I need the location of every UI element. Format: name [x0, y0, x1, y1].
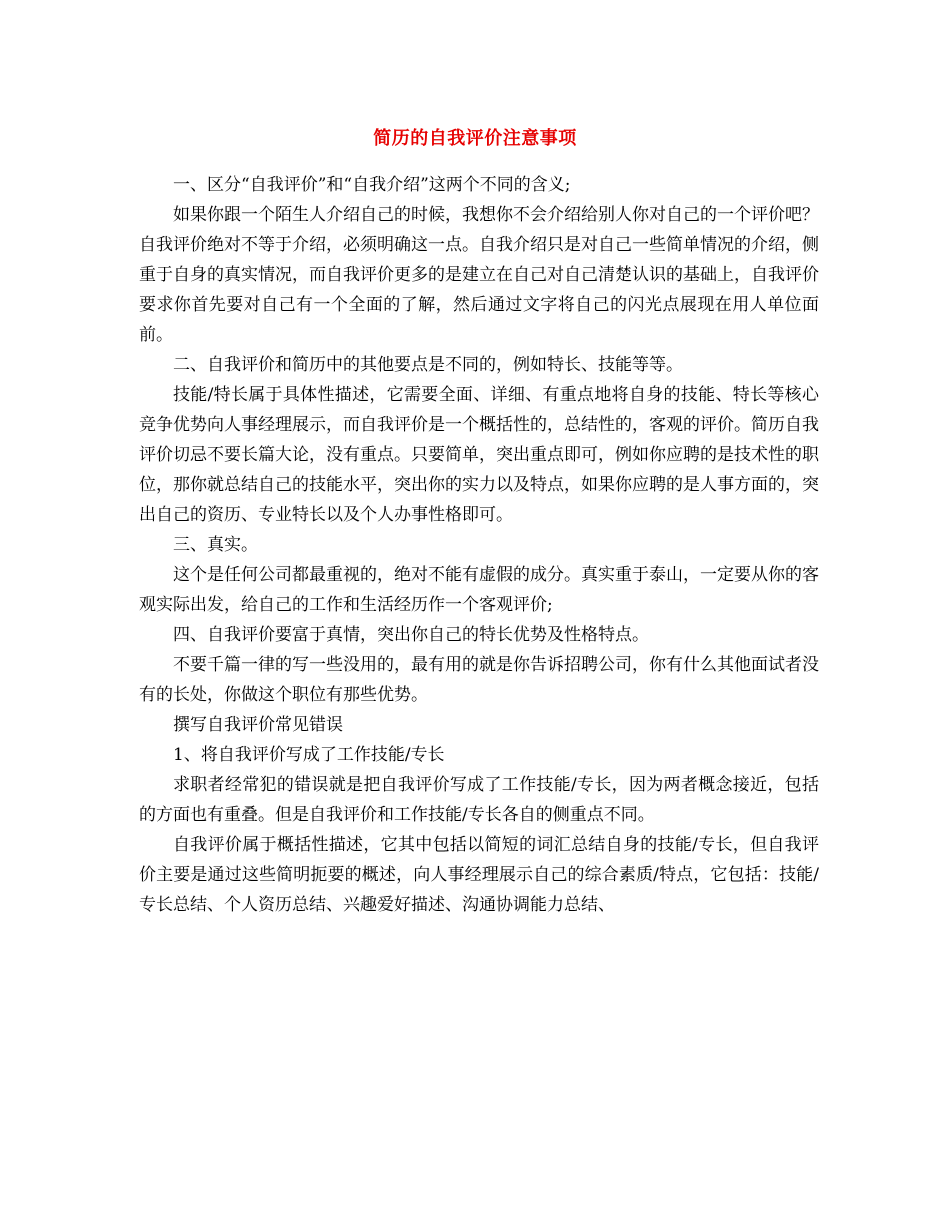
paragraph: 如果你跟一个陌生人介绍自己的时候，我想你不会介绍给别人你对自己的一个评价吧？自我评价绝对不等于介绍，必须明确这一点。自我介绍只是对自己一些简单情况的介绍，侧重于自身的真实情况，而自我评价更多的是建立在自己对自己清楚认识的基础上，自我评价要求你首先要对自己有一个全面的了解，然后通过文字将自己的闪光点展现在用人单位面前。 [139, 205, 819, 345]
paragraph-section-2-heading: 二、自我评价和简历中的其他要点是不同的，例如特长、技能等等。 [173, 355, 683, 375]
paragraph: 这个是任何公司都最重视的，绝对不能有虚假的成分。真实重于泰山，一定要从你的客观实际出发，给自己的工作和生活经历作一个客观评价; [139, 565, 819, 615]
paragraph: 技能/特长属于具体性描述，它需要全面、详细、有重点地将自身的技能、特长等核心竞争优势向人事经理展示，而自我评价是一个概括性的，总结性的，客观的评价。简历自我评价切忌不要长篇大论，没有重点。只要简单，突出重点即可，例如你应聘的是技术性的职位，那你就总结自己的技能水平，突出你的实力以及特点，如果你应聘的是人事方面的，突出自己的资历、专业特长以及个人办事性格即可。 [139, 385, 819, 525]
paragraph-section-1-heading: 一、区分“自我评价”和“自我介绍”这两个不同的含义; [173, 175, 571, 195]
paragraph-error-1-heading: 1、将自我评价写成了工作技能/专长 [173, 745, 445, 765]
document-body [139, 170, 819, 920]
subheading-common-errors: 撰写自我评价常见错误 [173, 715, 343, 735]
paragraph: 求职者经常犯的错误就是把自我评价写成了工作技能/专长，因为两者概念接近，包括的方面也有重叠。但是自我评价和工作技能/专长各自的侧重点不同。 [139, 775, 819, 825]
paragraph-section-4-heading: 四、自我评价要富于真情，突出你自己的特长优势及性格特点。 [173, 625, 649, 645]
document-title: 简历的自我评价注意事项 [373, 128, 577, 149]
paragraph: 不要千篇一律的写一些没用的，最有用的就是你告诉招聘公司，你有什么其他面试者没有的长处，你做这个职位有那些优势。 [139, 655, 819, 705]
paragraph: 自我评价属于概括性描述，它其中包括以简短的词汇总结自身的技能/专长，但自我评价主要是通过这些简明扼要的概述，向人事经理展示自己的综合素质/特点，它包括：技能/专长总结、个人资历总结、兴趣爱好描述、沟通协调能力总结、 [139, 835, 819, 915]
paragraph-section-3-heading: 三、真实。 [173, 535, 258, 555]
